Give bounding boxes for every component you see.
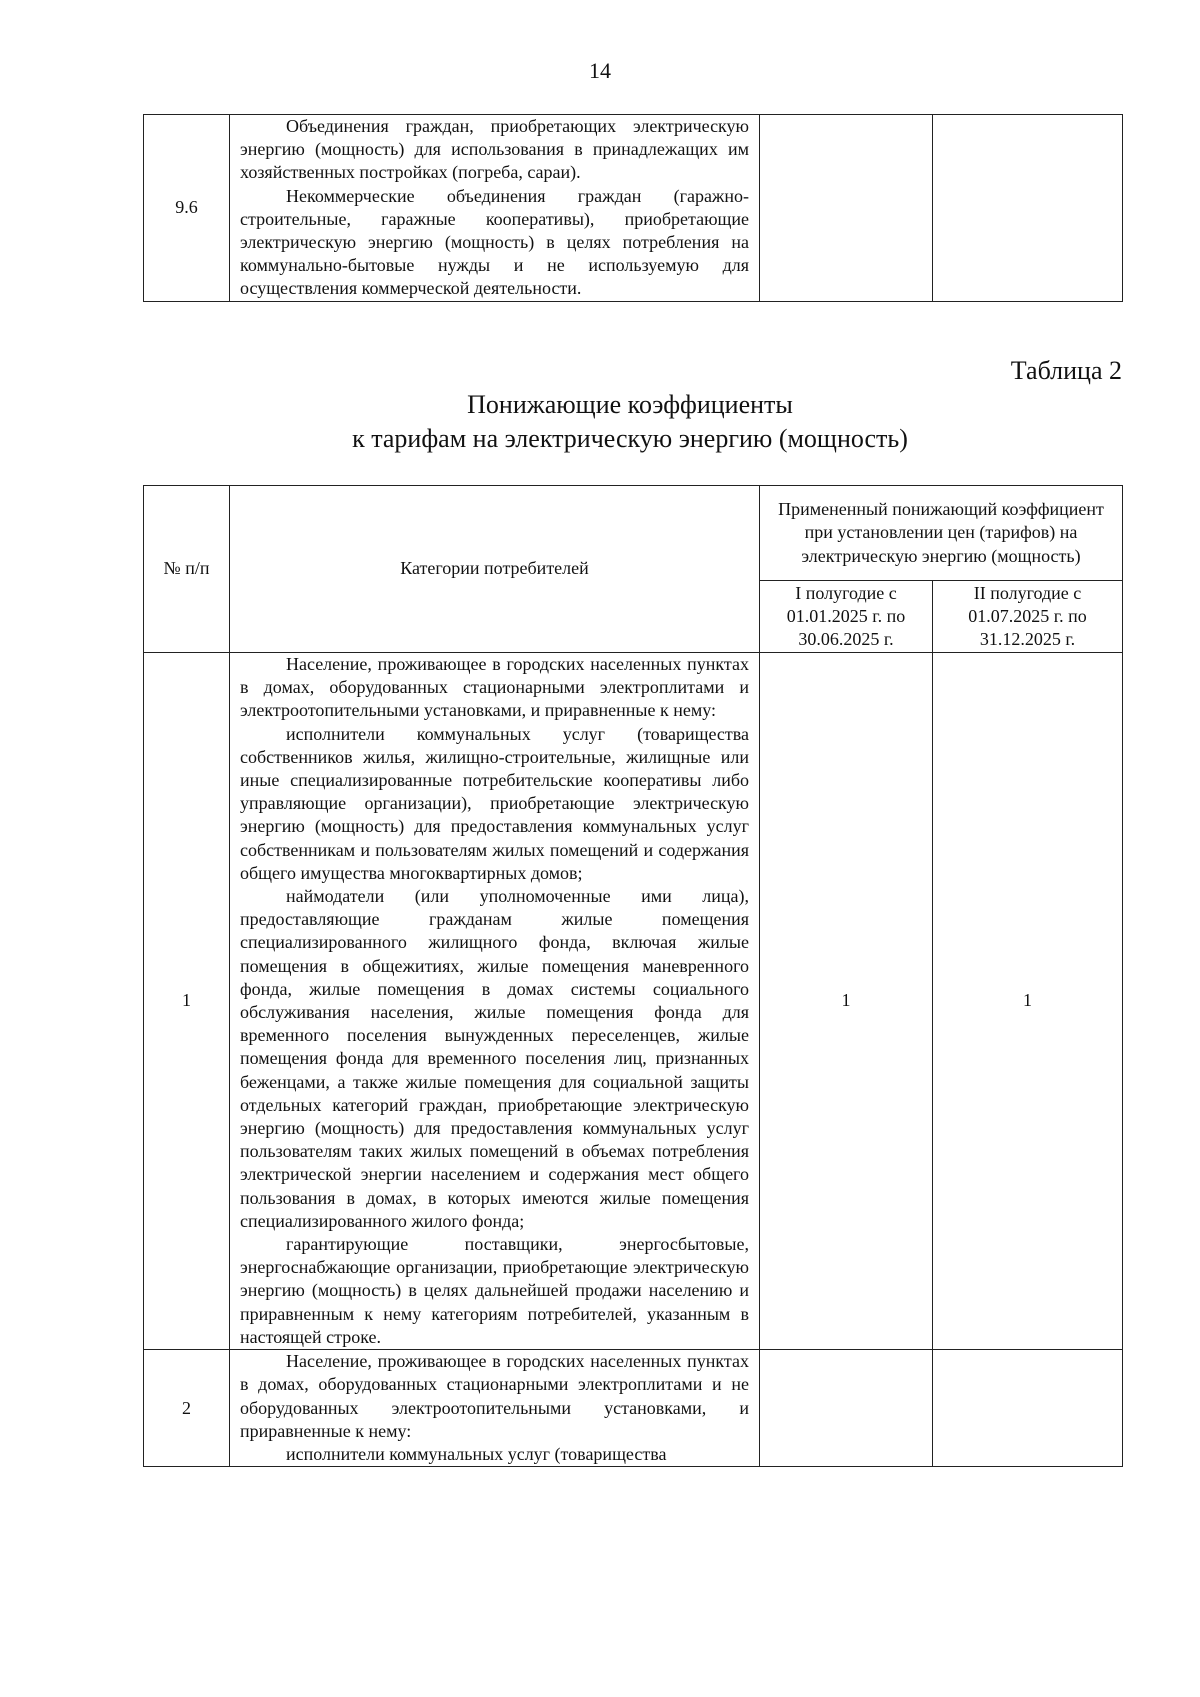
coef-h2-cell: 1 xyxy=(933,653,1123,1350)
table-row xyxy=(144,653,1123,1350)
coef-h2-cell xyxy=(933,1350,1123,1467)
category-cell xyxy=(230,653,760,1350)
header-coefficient: Примененный понижающий коэффициент при установлении цен (тарифов) на электрическую энергию (мощность) xyxy=(760,486,1123,581)
category-paragraph: Население, проживающее в городских населенных пунктах в домах, оборудованных стационарными электроплитами и не оборудованных электроотопительными установками, и приравненные к нему: xyxy=(240,1351,749,1441)
row-number: 9.6 xyxy=(144,115,230,302)
header-half-2: II полугодие с 01.07.2025 г. по 31.12.2025 г. xyxy=(933,581,1123,653)
header-half-1: I полугодие с 01.01.2025 г. по 30.06.2025 г. xyxy=(760,581,933,653)
header-num: № п/п xyxy=(144,486,230,653)
coef-h1-cell xyxy=(760,115,933,302)
table-row xyxy=(144,115,1123,302)
table-title-line-1: Понижающие коэффициенты xyxy=(467,390,793,419)
category-paragraph: исполнители коммунальных услуг (товарищества собственников жилья, жилищно-строительные, жилищные или иные специализированные потребительские кооперативы либо управляющие организации), приобретающие электрическую энергию (мощность) для предоставления коммунальных услуг собственникам и пользователям жилых помещений и содержания общего имущества многоквартирных домов; xyxy=(240,723,749,883)
row-number: 1 xyxy=(144,653,230,1350)
coef-h2-cell xyxy=(933,115,1123,302)
coef-h1-cell xyxy=(760,1350,933,1467)
page-number: 14 xyxy=(589,58,611,83)
coefficients-table xyxy=(143,485,1123,1467)
table-title-line-2: к тарифам на электрическую энергию (мощность) xyxy=(352,424,908,453)
category-paragraph: Некоммерческие объединения граждан (гаражно-строительные, гаражные кооперативы), приобретающие электрическую энергию (мощность) в целях потребления на коммунально-бытовые нужды и не используемую для осуществления коммерческой деятельности. xyxy=(240,185,749,299)
table-title xyxy=(0,388,1200,456)
coef-h1-cell: 1 xyxy=(760,653,933,1350)
category-paragraph: гарантирующие поставщики, энергосбытовые, энергоснабжающие организации, приобретающие электрическую энергию (мощность) в целях дальнейшей продажи населению и приравненным к нему категориям потребителей, указанным в настоящей строке. xyxy=(240,1234,749,1347)
header-category: Категории потребителей xyxy=(230,486,760,653)
table-label: Таблица 2 xyxy=(1010,356,1122,385)
category-paragraph: Население, проживающее в городских населенных пунктах в домах, оборудованных стационарными электроплитами и электроотопительными установками, и приравненные к нему: xyxy=(240,654,749,721)
row-number: 2 xyxy=(144,1350,230,1467)
category-paragraph: наймодатели (или уполномоченные ими лица), предоставляющие гражданам жилые помещения специализированного жилищного фонда, включая жилые помещения в общежитиях, жилые помещения маневренного фонда, жилые помещения в домах системы социального обслуживания населения, жилые помещения фонда для временного поселения вынужденных переселенцев, жилые помещения фонда для временного поселения лиц, признанных беженцами, а также жилые помещения для социальной защиты отдельных категорий граждан, приобретающие электрическую энергию (мощность) для предоставления коммунальных услуг пользователям таких жилых помещений в объемах потребления электрической энергии населением и содержания мест общего пользования в домах, в которых имеются жилые помещения специализированного жилого фонда; xyxy=(240,886,749,1231)
header-row xyxy=(144,486,1123,581)
category-cell xyxy=(230,115,760,302)
category-paragraph: Объединения граждан, приобретающих электрическую энергию (мощность) для использования в принадлежащих им хозяйственных постройках (погреба, сараи). xyxy=(240,116,749,183)
category-paragraph: исполнители коммунальных услуг (товарищества xyxy=(286,1443,667,1464)
table-row xyxy=(144,1350,1123,1467)
continuation-table xyxy=(143,114,1123,302)
category-cell xyxy=(230,1350,760,1467)
